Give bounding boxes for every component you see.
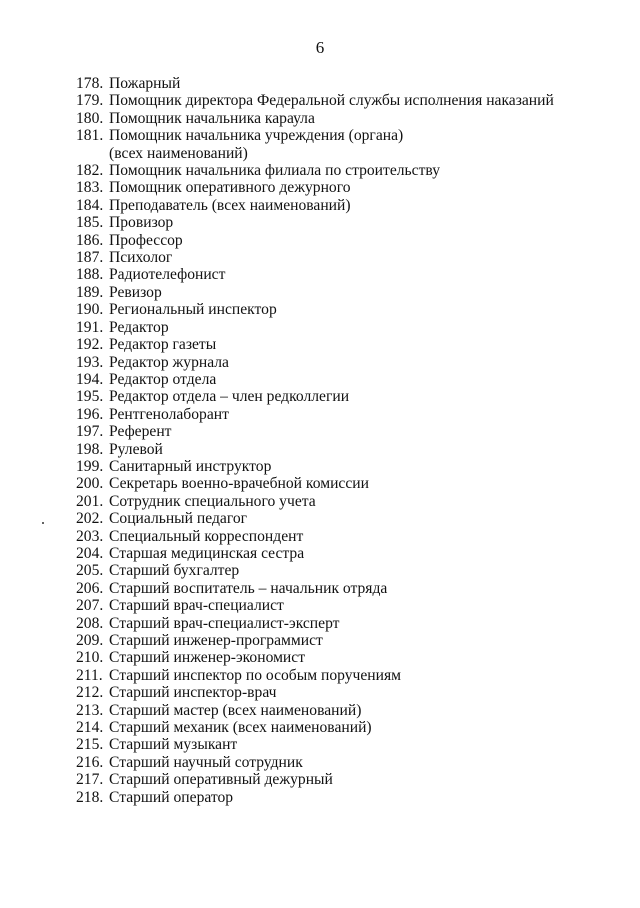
item-text [109, 667, 401, 684]
item-number: 199. [76, 457, 104, 475]
item-text [109, 214, 173, 231]
item-text [109, 162, 440, 179]
item-number: 183. [76, 179, 104, 197]
item-text [109, 179, 351, 196]
item-text-line: Старший механик (всех наименований) [109, 719, 372, 737]
list-item [76, 423, 554, 440]
item-text [109, 458, 271, 475]
list-item [76, 528, 554, 545]
item-number: 198. [76, 440, 104, 458]
item-number: 194. [76, 370, 104, 388]
item-number: 180. [76, 109, 104, 127]
item-text [109, 510, 247, 527]
item-text [109, 493, 316, 510]
item-number: 212. [76, 684, 104, 702]
item-number: 187. [76, 249, 104, 267]
item-text-line: Редактор журнала [109, 353, 229, 371]
item-text-line: Преподаватель (всех наименований) [109, 196, 351, 214]
list-item [76, 702, 554, 719]
list-item [76, 232, 554, 249]
item-text [109, 319, 169, 336]
item-text-line: Помощник начальника учреждения (органа) [109, 127, 404, 145]
item-number: 182. [76, 162, 104, 180]
item-text-line: Старший мастер (всех наименований) [109, 701, 362, 719]
item-text [109, 441, 163, 458]
item-number: 179. [76, 92, 104, 110]
list-item [76, 92, 554, 109]
list-item [76, 615, 554, 632]
item-text [109, 615, 339, 632]
item-number: 216. [76, 753, 104, 771]
item-text [109, 632, 323, 649]
item-text [109, 388, 349, 405]
list-item [76, 179, 554, 196]
item-number: 186. [76, 231, 104, 249]
list-item [76, 545, 554, 562]
item-number: 209. [76, 632, 104, 649]
list-item [76, 266, 554, 283]
scan-speck [42, 522, 44, 524]
item-text-line: Старшая медицинская сестра [109, 544, 305, 562]
item-number: 211. [76, 666, 103, 684]
item-text-line: Референт [109, 423, 172, 441]
list-item [76, 162, 554, 179]
item-number: 201. [76, 492, 104, 510]
item-number: 210. [76, 649, 104, 667]
item-number: 213. [76, 701, 104, 719]
item-text [109, 371, 216, 388]
item-number: 205. [76, 562, 104, 580]
list-item [76, 406, 554, 423]
item-number: 192. [76, 336, 104, 354]
item-text-line: Редактор [109, 318, 169, 336]
item-text-line: Помощник начальника караула [109, 109, 315, 127]
item-text [109, 702, 361, 719]
item-text [109, 789, 233, 806]
item-text-line: Редактор отдела [109, 370, 217, 388]
item-text [109, 736, 237, 753]
item-text-line: Рентгенолаборант [109, 405, 229, 423]
item-number: 184. [76, 196, 104, 214]
item-text-line: Провизор [109, 214, 174, 232]
item-text-line: Старший инспектор-врач [109, 684, 277, 702]
item-number: 217. [76, 771, 104, 789]
item-text-line: Старший оперативный дежурный [109, 771, 333, 789]
item-text [109, 406, 229, 423]
item-number: 214. [76, 719, 104, 737]
list-item [76, 632, 554, 649]
item-text-line: Старший врач-специалист-эксперт [109, 614, 340, 632]
list-item [76, 475, 554, 492]
item-text [109, 580, 387, 597]
item-number: 215. [76, 736, 104, 754]
item-text [109, 92, 554, 109]
list-item [76, 441, 554, 458]
item-number: 181. [76, 127, 104, 145]
item-text [109, 475, 369, 492]
list-item [76, 493, 554, 510]
item-text-line: Психолог [109, 249, 173, 267]
item-number: 200. [76, 475, 104, 493]
list-item [76, 336, 554, 353]
item-number: 197. [76, 423, 104, 441]
item-text [109, 545, 304, 562]
item-number: 208. [76, 614, 104, 632]
list-item [76, 580, 554, 597]
item-text [109, 562, 239, 579]
item-text [109, 110, 315, 127]
item-text [109, 336, 216, 353]
list-item [76, 388, 554, 405]
item-text-line: Старший бухгалтер [109, 562, 240, 580]
list-item [76, 789, 554, 806]
item-text-line: Редактор отдела – член редколлегии [109, 388, 350, 406]
list-item [76, 75, 554, 92]
item-text-line: Региональный инспектор [109, 301, 277, 319]
list-item [76, 214, 554, 231]
item-text [109, 301, 277, 318]
list-item [76, 719, 554, 736]
item-text-line: Рулевой [109, 440, 163, 458]
list-item [76, 319, 554, 336]
item-text [109, 649, 305, 666]
item-text-line: Ревизор [109, 283, 162, 301]
item-number: 185. [76, 214, 104, 232]
item-number: 203. [76, 527, 104, 545]
list-item [76, 510, 554, 527]
list-item [76, 562, 554, 579]
item-text-line: Специальный корреспондент [109, 527, 304, 545]
list-item [76, 667, 554, 684]
item-number: 188. [76, 266, 104, 284]
list-item [76, 649, 554, 666]
item-text-line: Секретарь военно-врачебной комиссии [109, 475, 369, 493]
list-item [76, 110, 554, 127]
item-text-line: Радиотелефонист [109, 266, 226, 284]
item-text-line: Старший музыкант [109, 736, 238, 754]
list-item [76, 736, 554, 753]
item-text [109, 232, 183, 249]
list-item [76, 754, 554, 771]
item-text-line: Старший инспектор по особым поручениям [109, 666, 402, 684]
item-text-line: Старший воспитатель – начальник отряда [109, 579, 388, 597]
item-text-line: Санитарный инструктор [109, 457, 272, 475]
item-text-line: Сотрудник специального учета [109, 492, 316, 510]
item-text-line: Старший оператор [109, 788, 234, 806]
item-number: 206. [76, 579, 104, 597]
item-text-line: Профессор [109, 231, 183, 249]
item-text-line: Старший инженер-экономист [109, 649, 306, 667]
item-text-continuation: (всех наименований) [109, 144, 248, 162]
item-number: 207. [76, 597, 104, 615]
position-list [76, 75, 554, 806]
item-text [109, 266, 225, 283]
item-text [109, 597, 284, 614]
item-text [109, 754, 303, 771]
item-number: 196. [76, 405, 104, 423]
item-text [109, 354, 229, 371]
list-item [76, 371, 554, 388]
page-number: 6 [315, 38, 325, 57]
item-text [109, 528, 303, 545]
list-item [76, 354, 554, 371]
item-text [109, 284, 162, 301]
list-item [76, 597, 554, 614]
item-number: 191. [76, 318, 104, 336]
item-text-line: Помощник начальника филиала по строительству [109, 162, 441, 180]
item-text-line: Помощник директора Федеральной службы исполнения наказаний [109, 92, 554, 110]
item-text [109, 771, 333, 788]
item-number: 204. [76, 544, 104, 562]
item-text [109, 75, 180, 92]
list-item [76, 684, 554, 701]
item-number: 202. [76, 510, 104, 528]
list-item [76, 284, 554, 301]
list-item [76, 458, 554, 475]
item-text-line: Помощник оперативного дежурного [109, 179, 351, 197]
item-number: 195. [76, 388, 104, 406]
list-item [76, 301, 554, 318]
list-item [76, 127, 554, 162]
item-text-line: Старший научный сотрудник [109, 753, 303, 771]
item-text-line: Пожарный [109, 75, 181, 92]
list-item [76, 249, 554, 266]
item-number: 193. [76, 353, 104, 371]
item-number: 190. [76, 301, 104, 319]
item-text-line: Социальный педагог [109, 510, 248, 528]
item-text [109, 719, 372, 736]
list-item [76, 771, 554, 788]
item-text [109, 423, 171, 440]
item-text [109, 197, 351, 214]
item-number: 178. [76, 75, 104, 92]
list-item [76, 197, 554, 214]
item-text [109, 249, 172, 266]
item-text-line: Старший врач-специалист [109, 597, 284, 615]
item-text [109, 684, 276, 701]
item-text-line: Редактор газеты [109, 336, 217, 354]
item-number: 189. [76, 283, 104, 301]
item-number: 218. [76, 788, 104, 806]
item-text-line: Старший инженер-программист [109, 632, 323, 649]
item-text [109, 127, 403, 162]
